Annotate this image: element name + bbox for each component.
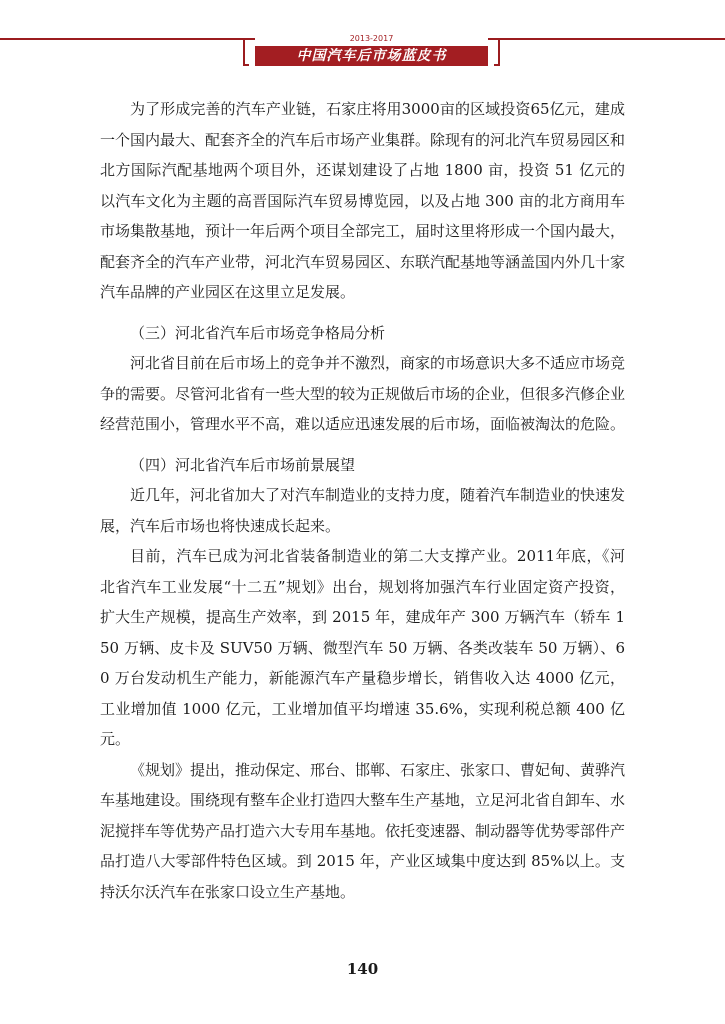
paragraph-plan-bases: 《规划》提出，推动保定、邢台、邯郸、石家庄、张家口、曹妃甸、黄骅汽车基地建设。围绕现有整车企业打造四大整车生产基地，立足河北省自卸车、水泥搅拌车等优势产品打造六大专用车基地。依托变速器、制动器等优势零部件产品打造八大零部件特色区域。到 2015 年，产业区域集中度达到 85%以上。支持沃尔沃汽车在张家口设立生产基地。 [100,760,626,901]
paragraph-recent-years: 近几年，河北省加大了对汽车制造业的支持力度，随着汽车制造业的快速发展，汽车后市场也将快速成长起来。 [100,486,626,535]
header-bracket-left [243,38,249,66]
header-year-range: 2013-2017 [349,34,394,43]
header-bracket-right [494,38,500,66]
header-title-banner: 中国汽车后市场蓝皮书 [255,46,488,66]
page-body [100,94,625,907]
paragraph-competition: 河北省目前在后市场上的竞争并不激烈，商家的市场意识大多不适应市场竞争的需要。尽管河北省有一些大型的较为正规做后市场的企业，但很多汽修企业经营范围小，管理水平不高，难以适应迅速发展的后市场，面临被淘汰的危险。 [100,354,626,433]
section-heading-outlook: （四）河北省汽车后市场前景展望 [130,455,356,474]
section-heading-competition: （三）河北省汽车后市场竞争格局分析 [130,323,386,342]
page-number: 140 [346,960,379,978]
paragraph-industry-chain: 为了形成完善的汽车产业链，石家庄将用3000亩的区域投资65亿元，建成一个国内最大、配套齐全的汽车后市场产业集群。除现有的河北汽车贸易园区和北方国际汽配基地两个项目外，还谋划建设了占地 1800 亩，投资 51 亿元的以汽车文化为主题的高晋国际汽车贸易博览园，以及占地 300 亩的北方商用车市场集散基地，预计一年后两个项目全部完工，届时这里将形成一个国内最大，配套齐全的汽车产业带，河北汽车贸易园区、东联汽配基地等涵盖国内外几十家汽车品牌的产业园区在这里立足发展。 [100,100,626,301]
header-rule-right [488,38,725,40]
paragraph-plan-targets: 目前，汽车已成为河北省装备制造业的第二大支撑产业。2011年底，《河北省汽车工业发展“十二五”规划》出台，规划将加强汽车行业固定资产投资，扩大生产规模，提高生产效率，到 2015 年，建成年产 300 万辆汽车（轿车 150 万辆、皮卡及 SUV50 万辆、微型汽车 50 万辆、各类改装车 50 万辆）、60 万台发动机生产能力，新能源汽车产量稳步增长，销售收入达 4000 亿元，工业增加值 1000 亿元，工业增加值平均增速 35.6%，实现利税总额 400 亿元。 [100,547,625,748]
header-rule-left [0,38,255,40]
